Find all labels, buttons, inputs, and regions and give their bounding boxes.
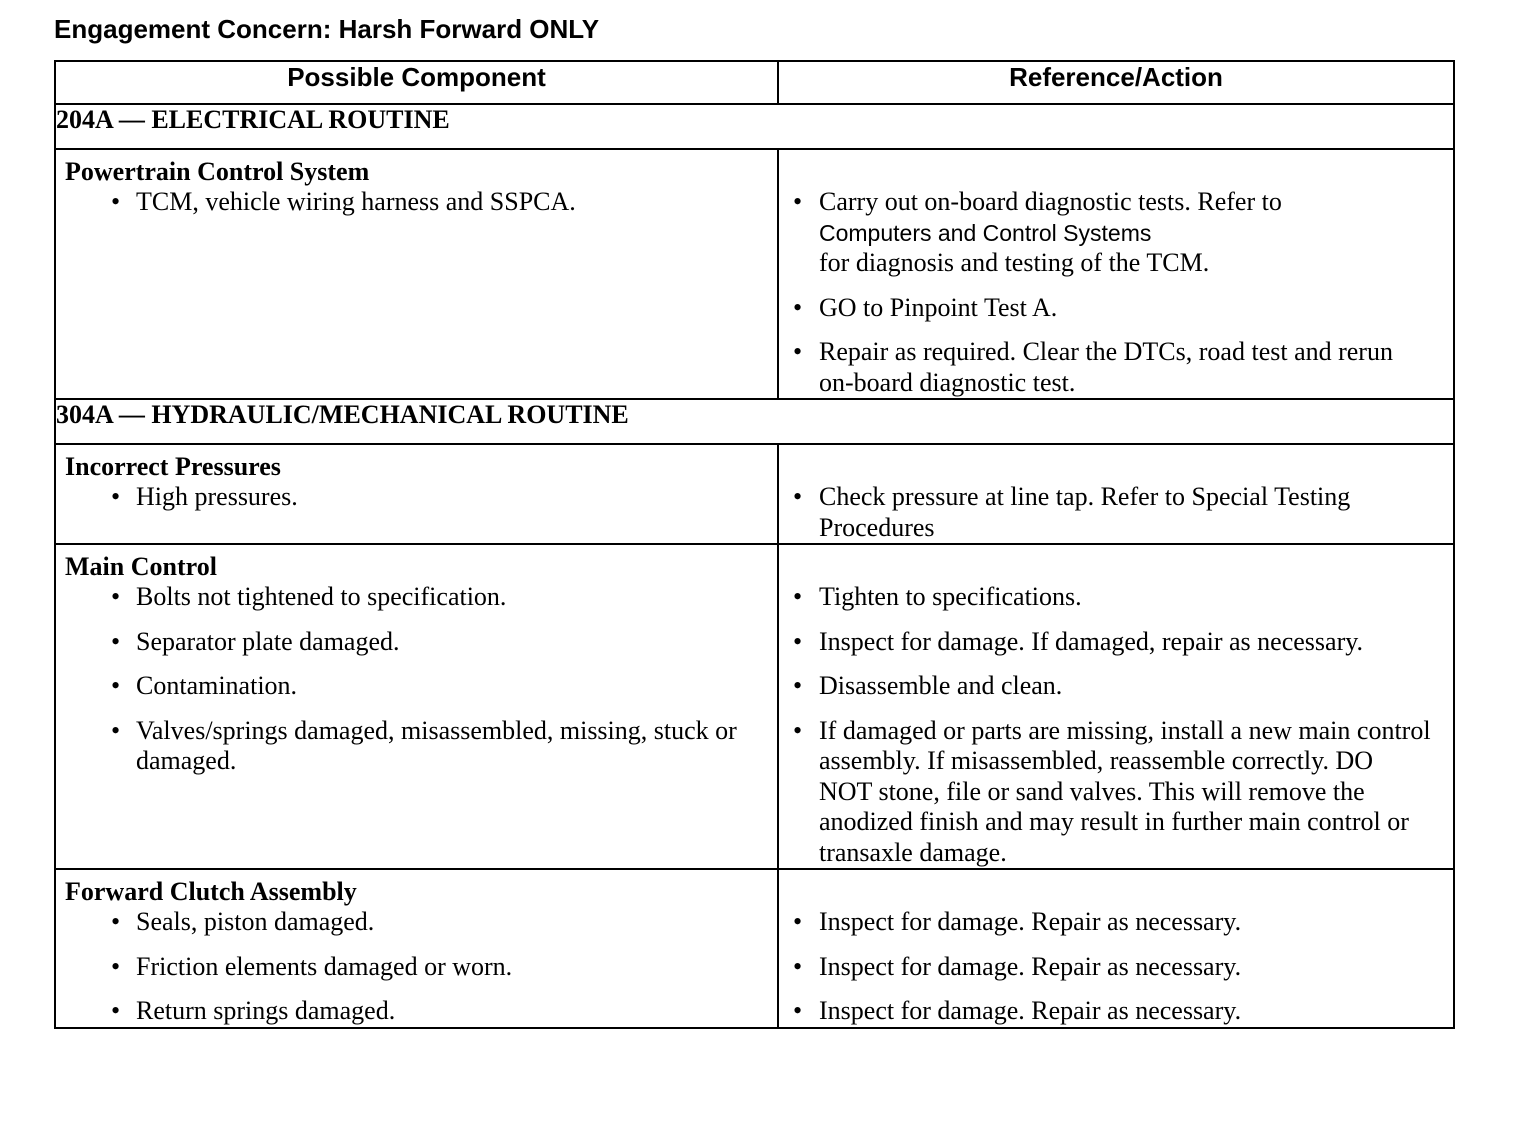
bullet-icon: •: [793, 626, 803, 656]
action-item: [779, 337, 1453, 398]
component-item-text: Return springs damaged.: [136, 996, 396, 1025]
bullet-icon: •: [111, 582, 121, 611]
component-item-text: Contamination.: [136, 671, 298, 700]
component-item: [56, 671, 777, 702]
action-text: Inspect for damage. Repair as necessary.: [819, 907, 1242, 936]
component-item: [56, 582, 777, 613]
bullet-icon: •: [793, 996, 803, 1025]
action-text: If damaged or parts are missing, install a new main control assembly. If misassembled, reassemble correctly. DO NOT stone, file or sand valves. This will remove the anodized finish and may result in further main control or transaxle damage.: [819, 715, 1431, 867]
component-item-text: TCM, vehicle wiring harness and SSPCA.: [136, 187, 576, 216]
action-text: GO to Pinpoint Test A.: [819, 292, 1058, 322]
routine-heading: 204A — ELECTRICAL ROUTINE: [55, 104, 1454, 149]
routine-row: [55, 399, 1454, 444]
action-item: [779, 627, 1453, 658]
component-item-text: Valves/springs damaged, misassembled, missing, stuck or damaged.: [136, 715, 737, 775]
component-title: Powertrain Control System: [65, 157, 370, 186]
component-cell: [55, 869, 778, 1028]
component-cell: [55, 149, 778, 399]
action-spacer: [779, 150, 1453, 187]
page-title: Engagement Concern: Harsh Forward ONLY: [54, 14, 600, 44]
action-item: [779, 952, 1453, 983]
routine-row: [55, 104, 1454, 149]
component-item-list: [56, 482, 777, 513]
component-item: [56, 627, 777, 658]
component-item: [56, 952, 777, 983]
bullet-icon: •: [793, 337, 803, 366]
action-text: Carry out on-board diagnostic tests. Refer to: [819, 187, 1282, 216]
action-cell: [778, 544, 1454, 869]
bullet-icon: •: [793, 671, 803, 700]
component-item-text: Bolts not tightened to specification.: [136, 582, 507, 611]
component-item: [56, 907, 777, 938]
bullet-icon: •: [793, 187, 803, 216]
action-cell: [778, 869, 1454, 1028]
reference-link[interactable]: Computers and Control Systems: [819, 219, 1152, 246]
component-group-row: [55, 444, 1454, 544]
component-group-row: [55, 544, 1454, 869]
bullet-icon: •: [793, 482, 803, 511]
action-list: [779, 582, 1453, 868]
action-text: Repair as required. Clear the DTCs, road test and rerun on-board diagnostic test.: [819, 337, 1393, 397]
component-item-text: Separator plate damaged.: [136, 626, 400, 656]
column-header-action: Reference/Action: [778, 61, 1454, 104]
action-list: [779, 482, 1453, 543]
component-item: [56, 716, 777, 777]
action-item: [779, 671, 1453, 702]
bullet-icon: •: [111, 951, 121, 981]
action-list: [779, 907, 1453, 1027]
component-item-text: High pressures.: [136, 482, 298, 511]
action-item: [779, 907, 1453, 938]
diagnosis-table: [54, 60, 1455, 1029]
action-spacer: [779, 545, 1453, 582]
bullet-icon: •: [111, 626, 121, 656]
action-list: [779, 187, 1453, 398]
component-title: Main Control: [65, 552, 217, 581]
bullet-icon: •: [793, 715, 803, 745]
component-item: [56, 482, 777, 513]
component-cell: [55, 544, 778, 869]
action-text: Disassemble and clean.: [819, 671, 1063, 700]
action-text: Check pressure at line tap. Refer to Special Testing Procedures: [819, 482, 1351, 542]
action-item: [779, 996, 1453, 1027]
bullet-icon: •: [111, 907, 121, 936]
component-item-text: Seals, piston damaged.: [136, 907, 375, 936]
bullet-icon: •: [793, 951, 803, 981]
component-item: [56, 996, 777, 1027]
action-spacer: [779, 445, 1453, 482]
component-item: [56, 187, 777, 218]
component-item-list: [56, 187, 777, 218]
bullet-icon: •: [793, 582, 803, 611]
action-cell: [778, 149, 1454, 399]
component-item-text: Friction elements damaged or worn.: [136, 951, 513, 981]
action-text-continued: for diagnosis and testing of the TCM.: [819, 248, 1210, 277]
action-text: Inspect for damage. Repair as necessary.: [819, 951, 1242, 981]
action-item: [779, 716, 1453, 869]
action-item: [779, 582, 1453, 613]
table-body: [55, 104, 1454, 1028]
action-item: [779, 293, 1453, 324]
bullet-icon: •: [793, 292, 803, 322]
action-text: Tighten to specifications.: [819, 582, 1082, 611]
column-header-component: Possible Component: [55, 61, 778, 104]
action-text: Inspect for damage. If damaged, repair as necessary.: [819, 626, 1364, 656]
bullet-icon: •: [111, 671, 121, 700]
bullet-icon: •: [111, 715, 121, 745]
component-group-row: [55, 869, 1454, 1028]
component-item-list: [56, 582, 777, 777]
bullet-icon: •: [111, 482, 121, 511]
action-spacer: [779, 870, 1453, 907]
bullet-icon: •: [111, 996, 121, 1025]
component-title: Forward Clutch Assembly: [65, 877, 357, 906]
bullet-icon: •: [111, 187, 121, 216]
component-item-list: [56, 907, 777, 1027]
action-item: [779, 482, 1453, 543]
bullet-icon: •: [793, 907, 803, 936]
action-item: [779, 187, 1453, 279]
table-header-row: [55, 61, 1454, 104]
component-group-row: [55, 149, 1454, 399]
action-cell: [778, 444, 1454, 544]
component-title: Incorrect Pressures: [65, 452, 281, 481]
action-text: Inspect for damage. Repair as necessary.: [819, 996, 1242, 1025]
component-cell: [55, 444, 778, 544]
routine-heading: 304A — HYDRAULIC/MECHANICAL ROUTINE: [55, 399, 1454, 444]
